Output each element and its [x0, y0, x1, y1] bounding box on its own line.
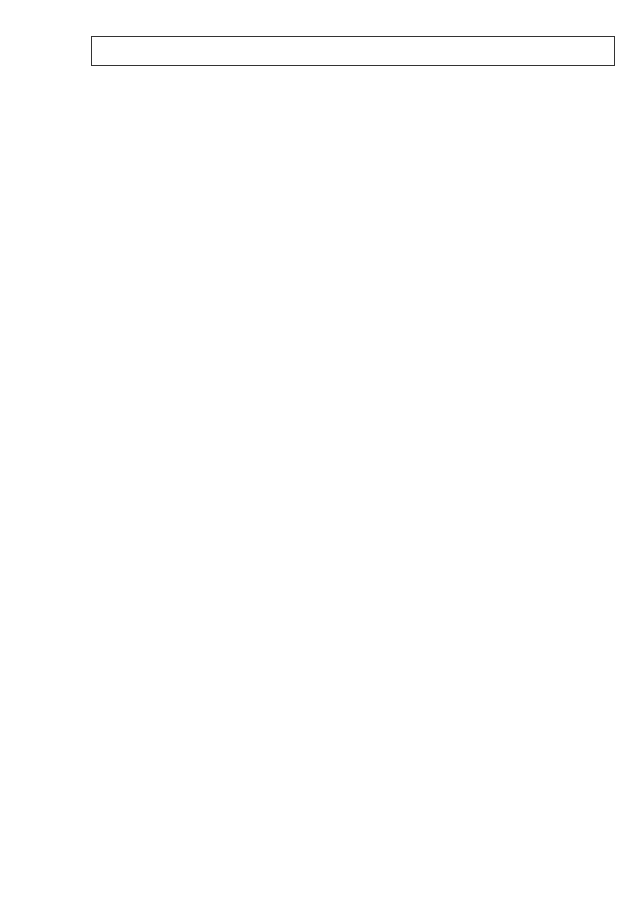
header-angle: [176, 37, 288, 67]
header-length: [288, 37, 368, 67]
header-name: [92, 37, 176, 67]
header-x: [368, 37, 492, 67]
table-header: [91, 36, 615, 66]
header-y: [492, 37, 616, 67]
